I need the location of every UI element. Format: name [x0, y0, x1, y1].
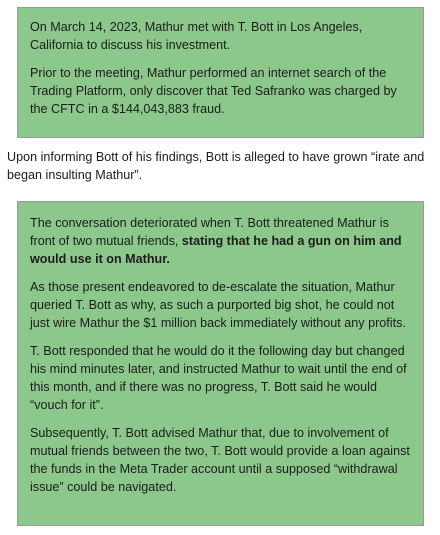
paragraph-deescalate: As those present endeavored to de-escalate the situation, Mathur queried T. Bott as why, as such a purported big shot, he could not just wire Mathur the $1 million back immediately without any profits. [30, 280, 406, 330]
highlight-box-conversation [17, 201, 424, 526]
paragraph-internet-search: Prior to the meeting, Mathur performed an internet search of the Trading Platform, only discover that Ted Safranko was charged by the CFTC in a $144,043,883 fraud. [30, 66, 397, 116]
highlight-box-meeting [17, 7, 424, 138]
paragraph-meeting: On March 14, 2023, Mathur met with T. Bott in Los Angeles, California to discuss his investment. [30, 20, 363, 52]
threat-bold-text: stating that he had a gun on him and would use it on Mathur. [30, 234, 402, 266]
paragraph-bott-response: T. Bott responded that he would do it the following day but changed his mind minutes later, and instructed Mathur to wait until the end of this month, and if there was no progress, T. Bott said he would “vouch for it”. [30, 344, 407, 412]
paragraph-loan-offer: Subsequently, T. Bott advised Mathur that, due to involvement of mutual friends between the two, T. Bott would provide a loan against the funds in the Meta Trader account until a supposed “withdrawal issue” could be navigated. [30, 426, 410, 494]
paragraph-bott-reaction: Upon informing Bott of his findings, Bott is alleged to have grown “irate and began insulting Mathur”. [7, 150, 425, 182]
threat-text: The conversation deteriorated when T. Bott threatened Mathur is front of two mutual friends, [30, 216, 389, 248]
paragraph-threat [30, 214, 411, 268]
